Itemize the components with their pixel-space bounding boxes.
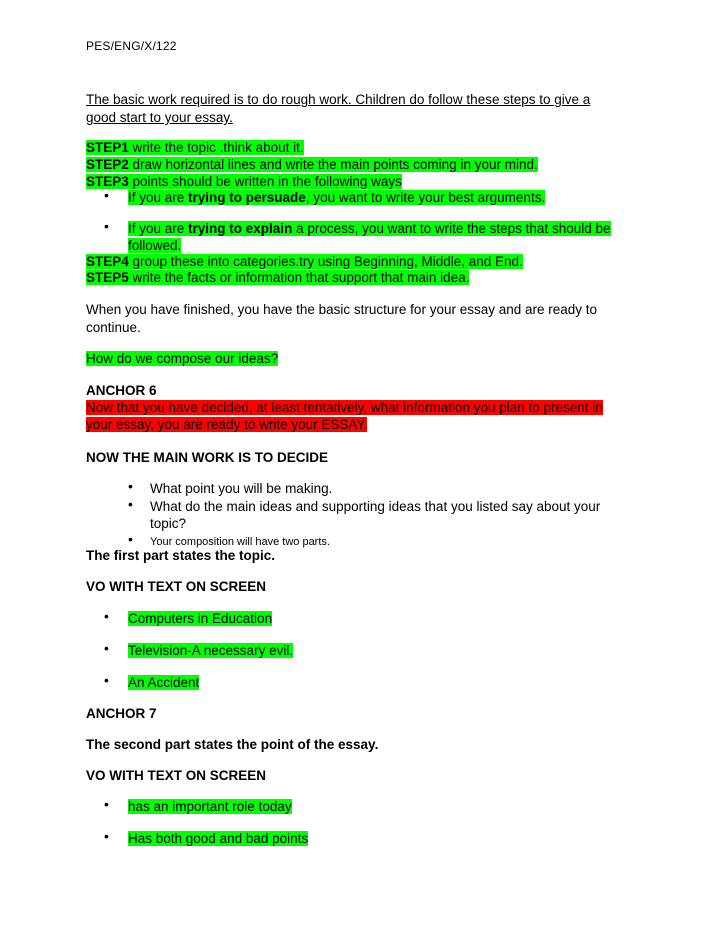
step-4-text: group these into categories.try using Beginning, Middle, and End.	[128, 254, 523, 269]
first-part-heading: The first part states the topic.	[86, 548, 276, 563]
vo-1-item	[128, 642, 293, 660]
decide-bullet-2: What do the main ideas and supporting ideas that you listed say about your	[150, 499, 601, 514]
bullet-icon: •	[128, 531, 133, 547]
step-2-label: STEP2	[86, 157, 129, 172]
finished-line-1: When you have finished, you have the basic structure for your essay and are ready to	[86, 302, 598, 317]
vo-1-item-text: An Accident	[128, 675, 200, 690]
bullet-2-post: a process, you want to write the steps that should be	[292, 221, 611, 236]
step-3-bullet-1	[128, 189, 545, 207]
vo-2-item	[128, 798, 292, 816]
intro-line-1: The basic work required is to do rough work. Children do follow these steps to give a	[86, 92, 591, 107]
vo-1-item-text: Television-A necessary evil.	[128, 643, 294, 658]
anchor-6-title: ANCHOR 6	[86, 383, 157, 398]
anchor-6-text-2: your essay, you are ready to write your ESSAY.	[86, 417, 368, 432]
anchor-6-line-2	[86, 416, 367, 434]
step-2	[86, 156, 538, 174]
bullet-icon: •	[104, 828, 109, 844]
step-4-label: STEP4	[86, 254, 129, 269]
step-3-bullet-2	[128, 220, 611, 238]
vo-2-item-text: has an important role today	[128, 799, 292, 814]
bullet-icon: •	[104, 672, 109, 688]
vo-2-item	[128, 830, 308, 848]
vo-1-title: VO WITH TEXT ON SCREEN	[86, 579, 267, 594]
anchor-7-title: ANCHOR 7	[86, 706, 157, 721]
step-1-label: STEP1	[86, 140, 129, 155]
anchor-6-line-1	[86, 399, 603, 417]
step-5	[86, 269, 469, 287]
vo-1-item	[128, 610, 272, 628]
step-5-text: write the facts or information that support that main idea.	[128, 270, 470, 285]
decide-bullet-2-cont: topic?	[150, 516, 187, 531]
bullet-icon: •	[128, 478, 133, 494]
vo-2-item-text: Has both good and bad points	[128, 831, 309, 846]
bullet-icon: •	[104, 640, 109, 656]
step-3-text: points should be written in the following ways	[128, 174, 402, 189]
vo-1-item-text: Computers in Education	[128, 611, 273, 626]
anchor-6-text-1: Now that you have decided, at least tentatively, what information you plan to present in	[86, 400, 603, 415]
second-part-heading: The second part states the point of the essay.	[86, 737, 379, 752]
step-1-text: write the topic .think about it.	[128, 140, 304, 155]
bullet-2-pre: If you are	[128, 221, 189, 236]
bullet-icon: •	[104, 608, 109, 624]
decide-bullet-1: What point you will be making.	[150, 481, 333, 496]
bullet-1-post: , you want to write your best arguments.	[305, 190, 546, 205]
decide-title: NOW THE MAIN WORK IS TO DECIDE	[86, 450, 328, 465]
bullet-2-continuation: followed.	[128, 238, 182, 253]
step-3-label: STEP3	[86, 174, 129, 189]
decide-bullet-3: Your composition will have two parts.	[150, 536, 330, 548]
bullet-icon: •	[128, 496, 133, 512]
finished-line-2: continue.	[86, 320, 141, 335]
step-1	[86, 139, 304, 157]
bullet-icon: •	[104, 796, 109, 812]
bullet-1-bold: trying to persuade	[188, 190, 306, 205]
bullet-icon: •	[104, 218, 109, 234]
vo-2-title: VO WITH TEXT ON SCREEN	[86, 768, 267, 783]
step-2-text: draw horizontal lines and write the main points coming in your mind.	[128, 157, 538, 172]
vo-1-item	[128, 674, 199, 692]
step-5-label: STEP5	[86, 270, 129, 285]
compose-question-text: How do we compose our ideas?	[86, 351, 279, 366]
bullet-1-pre: If you are	[128, 190, 189, 205]
document-code: PES/ENG/X/122	[86, 39, 177, 53]
bullet-icon: •	[104, 187, 109, 203]
compose-question	[86, 350, 278, 368]
intro-line-2: good start to your essay.	[86, 110, 233, 125]
bullet-2-bold: trying to explain	[188, 221, 293, 236]
